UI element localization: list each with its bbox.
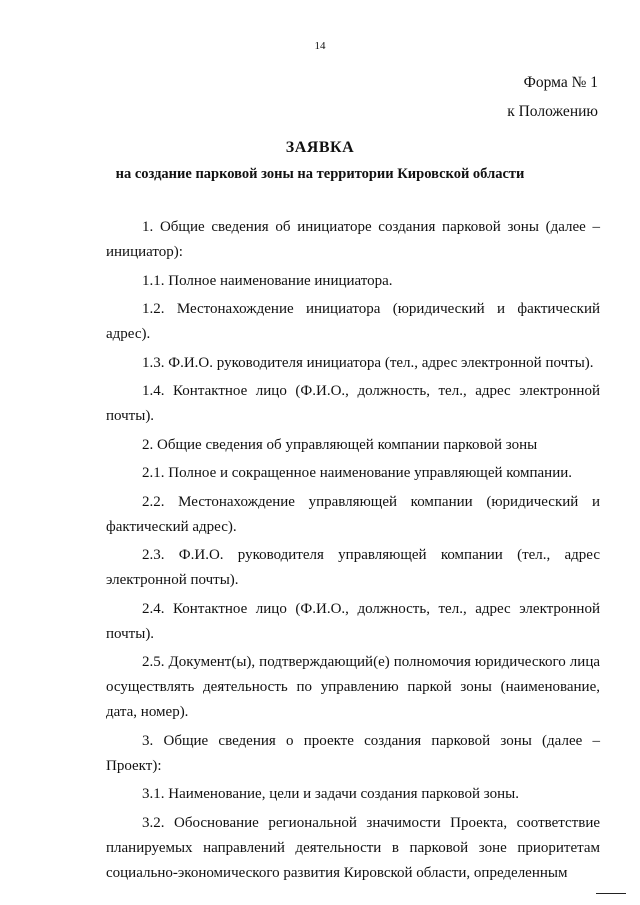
paragraph-1-4: 1.4. Контактное лицо (Ф.И.О., должность, тел., адрес электронной почты). <box>106 383 600 424</box>
paragraph-2-4: 2.4. Контактное лицо (Ф.И.О., должность, тел., адрес электронной почты). <box>106 600 600 642</box>
document-body <box>106 215 600 886</box>
form-reference <box>507 68 598 126</box>
paragraph-1-1: 1.1. Полное наименование инициатора. <box>142 272 393 289</box>
paragraph-2-5: 2.5. Документ(ы), подтверждающий(е) полномочия юридического лица осуществлять деятельность по управлению паркой зоны (наименование, дата, номер). <box>106 654 600 720</box>
form-attachment: к Положению <box>507 103 598 120</box>
document-title: ЗАЯВКА <box>285 139 355 156</box>
paragraph-1-3: 1.3. Ф.И.О. руководителя инициатора (тел., адрес электронной почты). <box>142 354 594 371</box>
paragraph-1: 1. Общие сведения об инициаторе создания парковой зоны (далее – инициатор): <box>106 219 600 260</box>
paragraph-1-2: 1.2. Местонахождение инициатора (юридический и фактический адрес). <box>106 301 600 342</box>
form-number: Форма № 1 <box>523 74 598 91</box>
page-number: 14 <box>314 40 326 52</box>
paragraph-3-1: 3.1. Наименование, цели и задачи создания парковой зоны. <box>142 786 519 802</box>
paragraph-3: 3. Общие сведения о проекте создания парковой зоны (далее – Проект): <box>106 732 600 774</box>
paragraph-2: 2. Общие сведения об управляющей компании парковой зоны <box>142 436 538 453</box>
document-subtitle: на создание парковой зоны на территории Кировской области <box>115 166 525 182</box>
paragraph-3-2: 3.2. Обоснование региональной значимости Проекта, соответствие планируемых направлений деятельности в парковой зоне приоритетам социально-экономического развития Кировской области, определенным <box>106 814 600 881</box>
paragraph-2-1: 2.1. Полное и сокращенное наименование управляющей компании. <box>142 465 573 481</box>
paragraph-2-2: 2.2. Местонахождение управляющей компании (юридический и фактический адрес). <box>106 493 600 535</box>
footer-line <box>596 893 626 895</box>
paragraph-2-3: 2.3. Ф.И.О. руководителя управляющей компании (тел., адрес электронной почты). <box>106 547 600 588</box>
